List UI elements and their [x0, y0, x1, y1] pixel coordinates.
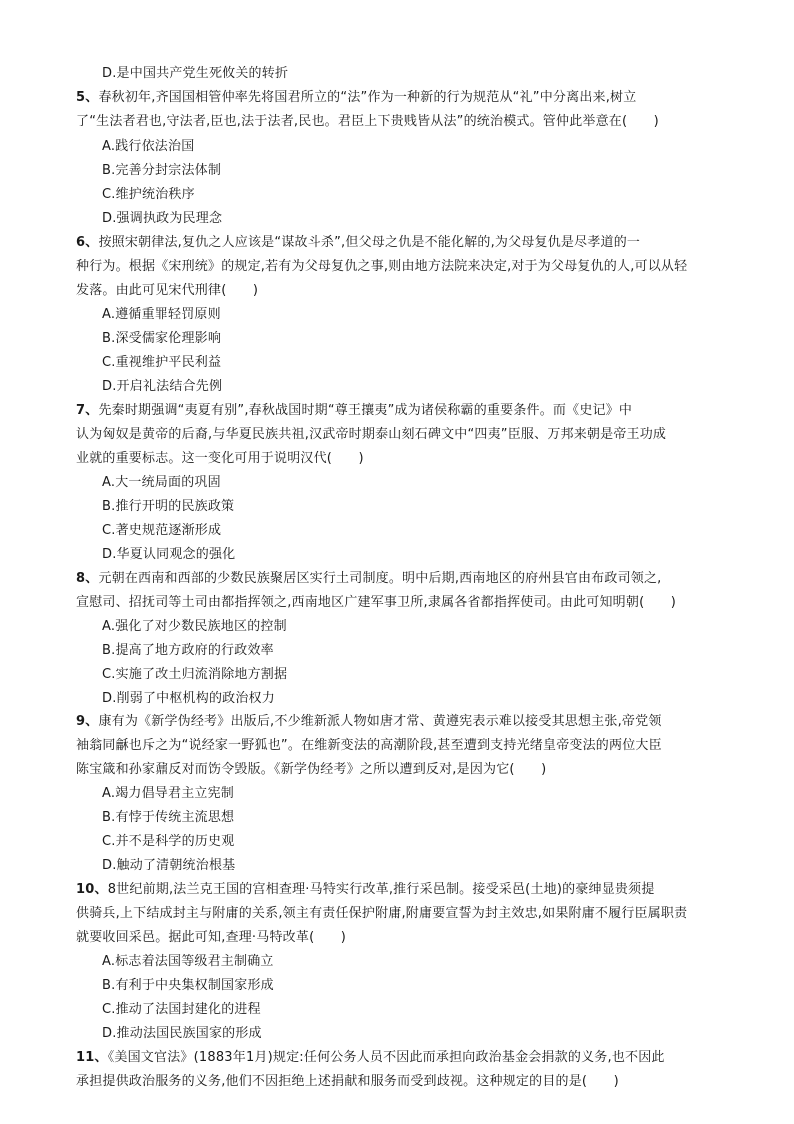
option-q10-c: C.推动了法国封建化的进程	[102, 1002, 261, 1017]
option-q5-b: B.完善分封宗法体制	[102, 163, 222, 178]
question-9-stem-line-2: 袖翁同龢也斥之为“说经家一野狐也”。在维新变法的高潮阶段,甚至遭到支持光绪皇帝变法的两位大臣	[76, 738, 662, 753]
question-10-stem-line-1	[76, 882, 655, 898]
question-text: 8世纪前期,法兰克王国的宫相查理·马特实行改革,推行采邑制。接受采邑(土地)的豪绅显贵须提	[107, 882, 655, 897]
question-text: 先秦时期强调“夷夏有别”,春秋战国时期“尊王攘夷”成为诸侯称霸的重要条件。而《史记》中	[98, 403, 633, 418]
question-10-stem-line-3: 就要收回采邑。据此可知,查理·马特改革( )	[76, 930, 347, 945]
question-text: 春秋初年,齐国国相管仲率先将国君所立的“法”作为一种新的行为规范从“礼”中分离出来,树立	[98, 90, 637, 105]
question-7-stem-line-1	[76, 403, 632, 419]
option-q8-d: D.削弱了中枢机构的政治权力	[102, 691, 275, 706]
option-q10-d: D.推动法国民族国家的形成	[102, 1026, 262, 1041]
question-6-stem-line-3: 发落。由此可见宋代刑律( )	[76, 283, 259, 298]
question-6-stem-line-1	[76, 235, 640, 251]
question-text: 按照宋朝律法,复仇之人应该是“谋故斗杀”,但父母之仇是不能化解的,为父母复仇是尽孝道的一	[98, 235, 641, 250]
question-number: 10、	[76, 882, 108, 897]
question-9-stem-line-1	[76, 714, 662, 730]
question-text: 元朝在西南和西部的少数民族聚居区实行土司制度。明中后期,西南地区的府州县官由布政司领之,	[98, 571, 662, 586]
option-q10-a: A.标志着法国等级君主制确立	[102, 954, 274, 969]
option-q7-c: C.著史规范逐渐形成	[102, 523, 222, 538]
option-q9-a: A.竭力倡导君主立宪制	[102, 786, 234, 801]
option-q9-c: C.并不是科学的历史观	[102, 834, 235, 849]
option-q9-b: B.有悖于传统主流思想	[102, 810, 235, 825]
question-text: 《美国文官法》(1883年1月)规定:任何公务人员不因此而承担向政治基金会捐款的义务,也不因此	[107, 1050, 665, 1065]
option-q6-d: D.开启礼法结合先例	[102, 379, 223, 394]
option-q10-b: B.有利于中央集权制国家形成	[102, 978, 274, 993]
question-text: 康有为《新学伪经考》出版后,不少维新派人物如唐才常、黄遵宪表示难以接受其思想主张,帝党领	[98, 714, 662, 729]
option-q4-d: D.是中国共产党生死攸关的转折	[102, 66, 289, 81]
option-q8-a: A.强化了对少数民族地区的控制	[102, 619, 287, 634]
option-q7-b: B.推行开明的民族政策	[102, 499, 235, 514]
question-8-stem-line-1	[76, 571, 662, 587]
question-9-stem-line-3: 陈宝箴和孙家鼐反对而饬令毁版。《新学伪经考》之所以遭到反对,是因为它( )	[76, 762, 547, 777]
question-10-stem-line-2: 供骑兵,上下结成封主与附庸的关系,领主有责任保护附庸,附庸要宣誓为封主效忠,如果附庸不履行臣属职责	[76, 906, 688, 921]
option-q6-b: B.深受儒家伦理影响	[102, 331, 222, 346]
option-q6-c: C.重视维护平民利益	[102, 355, 222, 370]
question-11-stem-line-1	[76, 1050, 665, 1066]
question-5-stem-line-2: 了“生法者君也,守法者,臣也,法于法者,民也。君臣上下贵贱皆从法”的统治模式。管仲此举意在( )	[76, 114, 659, 129]
question-number: 8、	[76, 571, 99, 586]
question-5-stem-line-1	[76, 90, 636, 106]
option-q5-a: A.践行依法治国	[102, 139, 195, 154]
question-number: 9、	[76, 714, 99, 729]
option-q9-d: D.触动了清朝统治根基	[102, 858, 236, 873]
question-number: 5、	[76, 90, 99, 105]
question-number: 11、	[76, 1050, 108, 1065]
option-q7-d: D.华夏认同观念的强化	[102, 547, 236, 562]
question-7-stem-line-2: 认为匈奴是黄帝的后裔,与华夏民族共祖,汉武帝时期泰山刻石碑文中“四夷”臣服、万邦来朝是帝王功成	[76, 427, 667, 442]
option-q5-c: C.维护统治秩序	[102, 187, 195, 202]
question-number: 6、	[76, 235, 99, 250]
option-q7-a: A.大一统局面的巩固	[102, 475, 221, 490]
question-11-stem-line-2: 承担提供政治服务的义务,他们不因拒绝上述捐献和服务而受到歧视。这种规定的目的是( )	[76, 1074, 619, 1089]
option-q8-b: B.提高了地方政府的行政效率	[102, 643, 274, 658]
question-number: 7、	[76, 403, 99, 418]
option-q8-c: C.实施了改土归流消除地方割据	[102, 667, 288, 682]
question-8-stem-line-2: 宣慰司、招抚司等土司由都指挥领之,西南地区广建军事卫所,隶属各省都指挥使司。由此可知明朝( )	[76, 595, 677, 610]
question-7-stem-line-3: 业就的重要标志。这一变化可用于说明汉代( )	[76, 451, 364, 466]
option-q6-a: A.遵循重罪轻罚原则	[102, 307, 221, 322]
question-6-stem-line-2: 种行为。根据《宋刑统》的规定,若有为父母复仇之事,则由地方法院来决定,对于为父母复仇的人,可以从轻	[76, 259, 688, 274]
option-q5-d: D.强调执政为民理念	[102, 211, 223, 226]
